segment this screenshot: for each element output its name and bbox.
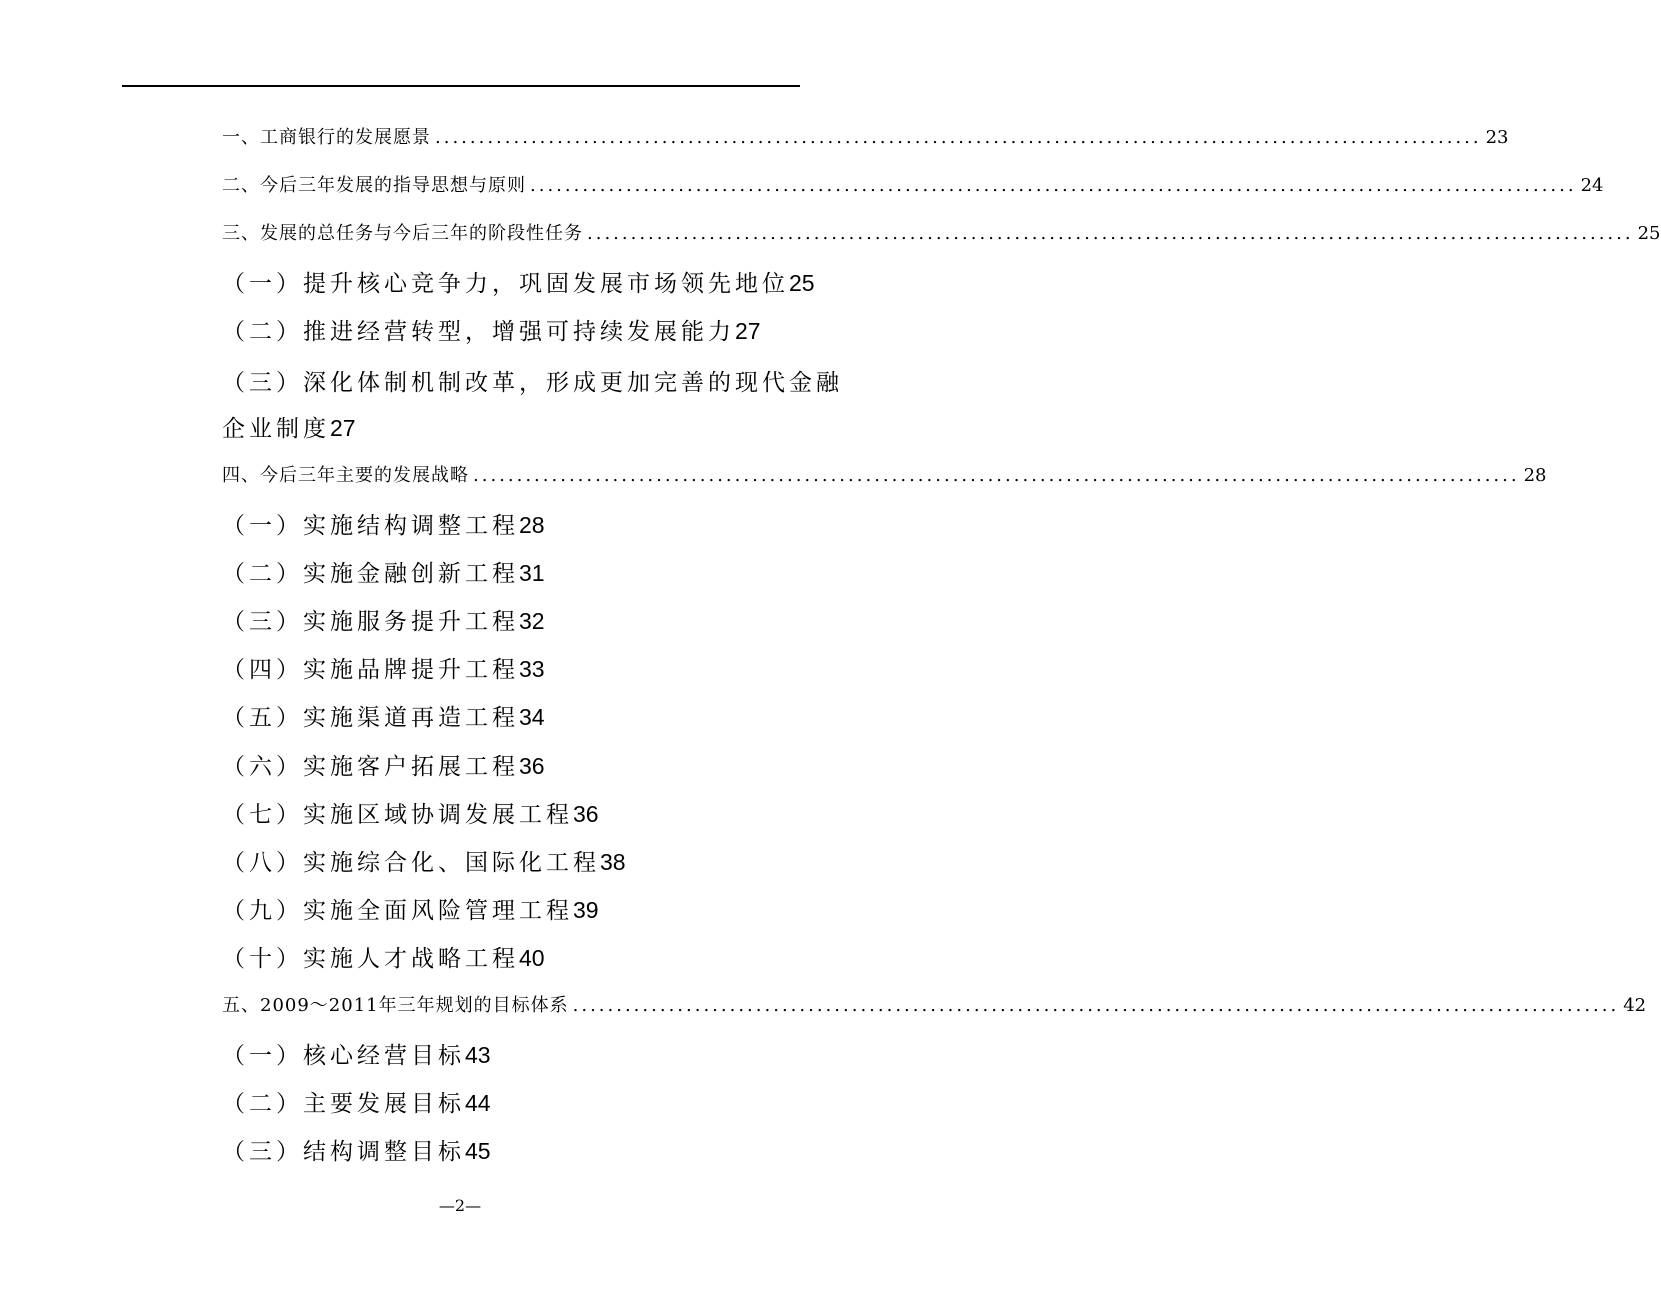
toc-entry-title: 企业制度 — [222, 416, 330, 442]
toc-entry-section-5[interactable] — [222, 994, 1647, 1018]
toc-entry-title: （三）实施服务提升工程 — [222, 609, 519, 635]
toc-entry-section-2[interactable] — [222, 174, 1604, 198]
toc-entry-subsection[interactable] — [222, 366, 843, 398]
toc-entry-page: 27 — [330, 415, 356, 441]
toc-entry-page: 44 — [465, 1090, 491, 1116]
dot-leader — [583, 222, 1638, 246]
toc-entry-subsection[interactable] — [222, 1087, 792, 1119]
header-rule — [122, 85, 800, 87]
toc-entry-page: 23 — [1485, 127, 1509, 148]
toc-entry-subsection[interactable] — [222, 267, 815, 299]
toc-entry-page: 42 — [1623, 995, 1647, 1016]
toc-entry-title: （一）提升核心竞争力，巩固发展市场领先地位 — [222, 271, 789, 297]
toc-entry-subsection[interactable] — [222, 509, 792, 541]
toc-entry-title: （二）推进经营转型，增强可持续发展能力 — [222, 319, 735, 345]
toc-entry-title: 一、工商银行的发展愿景 — [222, 127, 431, 148]
toc-entry-subsection[interactable] — [222, 1135, 792, 1167]
toc-entry-title: （七）实施区域协调发展工程 — [222, 802, 573, 828]
toc-entry-subsection[interactable] — [222, 894, 792, 926]
toc-entry-title: （四）实施品牌提升工程 — [222, 657, 519, 683]
dot-leader — [569, 994, 1624, 1018]
toc-entry-title: （九）实施全面风险管理工程 — [222, 898, 573, 924]
toc-entry-page: 36 — [519, 753, 545, 779]
toc-entry-subsection[interactable] — [222, 942, 792, 974]
toc-entry-page: 33 — [519, 656, 545, 682]
toc-entry-title: （六）实施客户拓展工程 — [222, 754, 519, 780]
toc-entry-title: （五）实施渠道再造工程 — [222, 705, 519, 731]
toc-entry-title: （二）主要发展目标 — [222, 1091, 465, 1117]
toc-entry-title: 二、今后三年发展的指导思想与原则 — [222, 175, 526, 196]
toc-entry-page: 25 — [789, 270, 815, 296]
toc-entry-page: 28 — [1523, 465, 1547, 486]
toc-entry-subsection[interactable] — [222, 653, 792, 685]
toc-entry-page: 36 — [573, 801, 599, 827]
toc-entry-page: 31 — [519, 560, 545, 586]
toc-entry-page: 38 — [600, 849, 626, 875]
toc-entry-page: 43 — [465, 1042, 491, 1068]
toc-entry-subsection[interactable] — [222, 798, 792, 830]
toc-entry-title: （一）核心经营目标 — [222, 1043, 465, 1069]
toc-entry-page: 39 — [573, 897, 599, 923]
toc-entry-title: 四、今后三年主要的发展战略 — [222, 465, 469, 486]
toc-entry-page: 25 — [1637, 223, 1661, 244]
toc-entry-subsection[interactable] — [222, 557, 792, 589]
toc-entry-page: 24 — [1580, 175, 1604, 196]
toc-entry-page: 45 — [465, 1138, 491, 1164]
toc-entry-page: 28 — [519, 512, 545, 538]
toc-entry-title: （十）实施人才战略工程 — [222, 946, 519, 972]
toc-entry-section-4[interactable] — [222, 464, 1547, 488]
page-number: —2— — [438, 1196, 482, 1215]
dot-leader — [431, 126, 1486, 150]
toc-entry-subsection[interactable] — [222, 750, 792, 782]
toc-entry-page: 34 — [519, 704, 545, 730]
toc-entry-title: 五、2009～2011年三年规划的目标体系 — [222, 995, 569, 1016]
toc-entry-page: 27 — [735, 318, 761, 344]
toc-entry-title: 三、发展的总任务与今后三年的阶段性任务 — [222, 223, 583, 244]
toc-entry-subsection-continued[interactable] — [222, 412, 792, 444]
toc-entry-page: 32 — [519, 608, 545, 634]
toc-entry-title: （八）实施综合化、国际化工程 — [222, 850, 600, 876]
dot-leader — [469, 464, 1524, 488]
toc-entry-title: （三）深化体制机制改革，形成更加完善的现代金融 — [222, 370, 843, 396]
toc-entry-subsection[interactable] — [222, 846, 792, 878]
toc-entry-title: （二）实施金融创新工程 — [222, 561, 519, 587]
toc-entry-title: （三）结构调整目标 — [222, 1139, 465, 1165]
toc-entry-page: 40 — [519, 945, 545, 971]
toc-entry-section-1[interactable] — [222, 126, 1509, 150]
toc-entry-section-3[interactable] — [222, 222, 1661, 246]
dot-leader — [526, 174, 1581, 198]
toc-entry-title: （一）实施结构调整工程 — [222, 513, 519, 539]
toc-entry-subsection[interactable] — [222, 701, 792, 733]
toc-entry-subsection[interactable] — [222, 1039, 792, 1071]
toc-entry-subsection[interactable] — [222, 605, 792, 637]
toc-entry-subsection[interactable] — [222, 315, 792, 347]
